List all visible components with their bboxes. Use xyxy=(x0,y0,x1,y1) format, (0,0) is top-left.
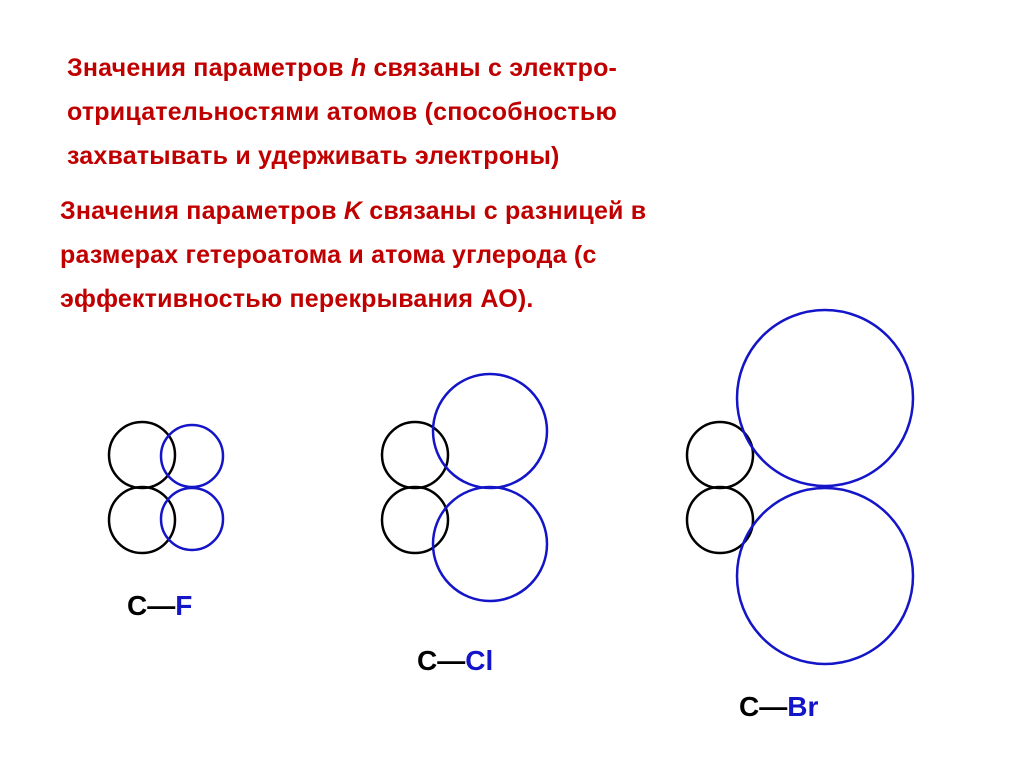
paragraph1-line2: отрицательностями атомов (способностью xyxy=(67,98,617,126)
paragraph1-line1: Значения параметров h связаны с электро- xyxy=(67,54,618,82)
h-parameter-symbol: h xyxy=(350,54,367,82)
hetero-atom-symbol: F xyxy=(175,590,193,621)
paragraph2-line1: Значения параметров K связаны с разницей в xyxy=(60,197,647,225)
hetero-atom-symbol: Br xyxy=(787,691,819,722)
carbon-orbital-upper xyxy=(109,422,175,488)
c-br-orbitals xyxy=(687,310,913,664)
bond-label-c-cl: C—Cl xyxy=(417,645,494,676)
bond-label-c-f: C—F xyxy=(127,590,193,621)
hetero-atom-symbol: Cl xyxy=(465,645,494,676)
c-cl-orbitals xyxy=(382,374,547,601)
bromine-orbital-upper xyxy=(737,310,913,486)
chlorine-orbital-upper xyxy=(433,374,547,488)
paragraph2-line3: эффективностью перекрывания АО). xyxy=(60,285,534,313)
k-parameter-symbol: K xyxy=(343,197,363,225)
chlorine-orbital-lower xyxy=(433,487,547,601)
fluorine-orbital-lower xyxy=(161,488,223,550)
carbon-orbital-lower xyxy=(109,487,175,553)
c-f-orbitals xyxy=(109,422,223,553)
paragraph1-line3: захватывать и удерживать электроны) xyxy=(67,142,560,170)
bond-label-c-br: C—Br xyxy=(739,691,819,722)
bromine-orbital-lower xyxy=(737,488,913,664)
fluorine-orbital-upper xyxy=(161,425,223,487)
paragraph2-line2: размерах гетероатома и атома углерода (с xyxy=(60,241,597,269)
